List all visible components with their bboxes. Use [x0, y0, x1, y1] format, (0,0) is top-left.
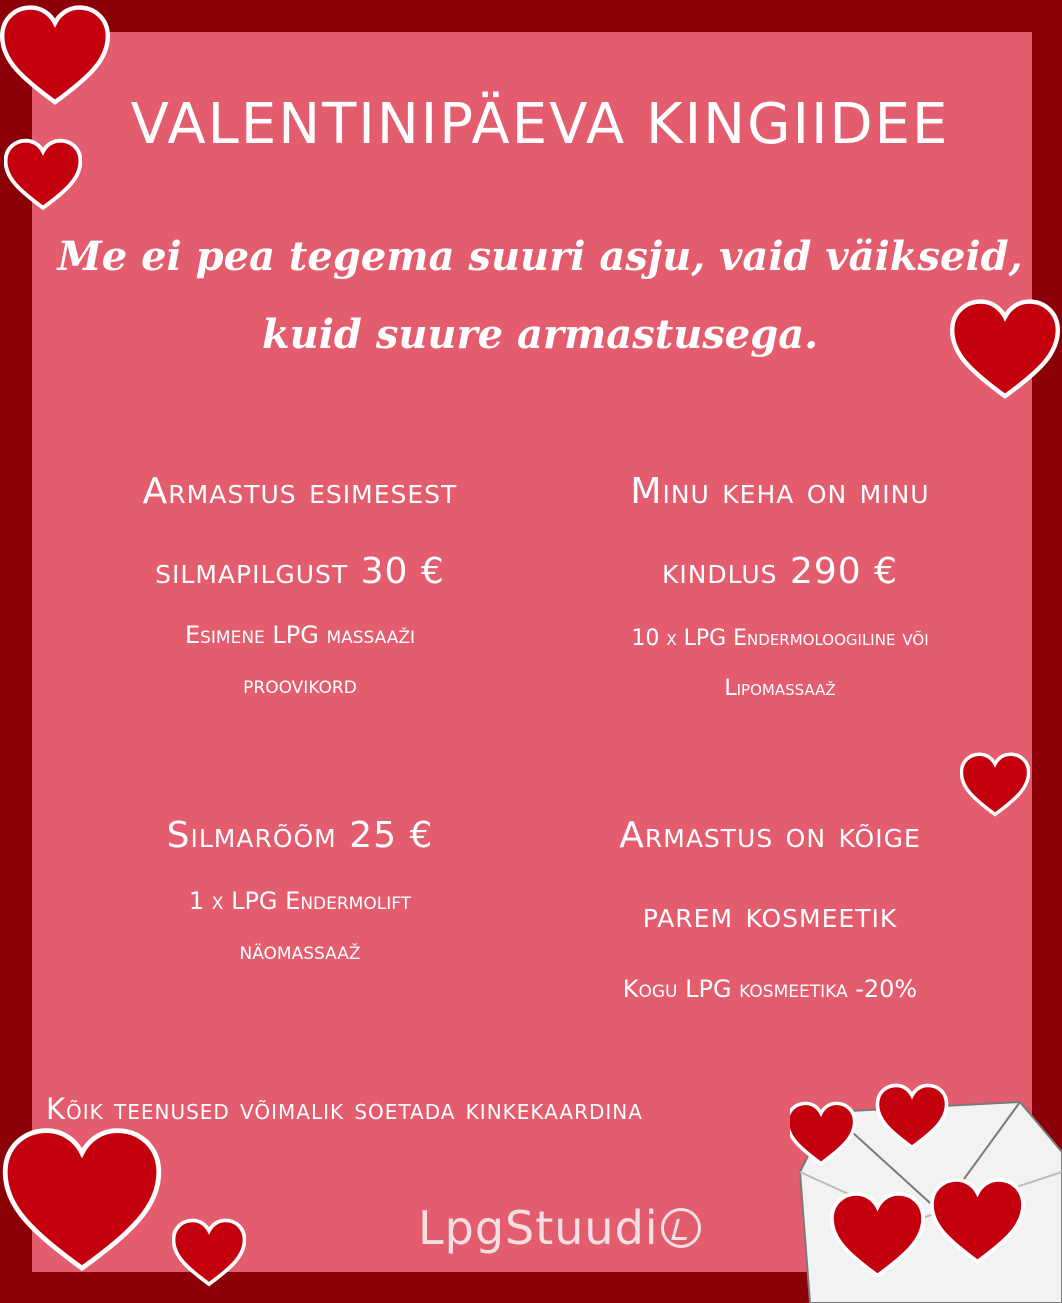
logo-text: LpgStuudi	[418, 1201, 659, 1255]
heart-icon-bottom-left-large	[2, 1126, 162, 1276]
offer-1-heading-line-1: Armastus esimesest	[142, 471, 458, 512]
offer-2-heading-line-2: kindlus 290 €	[661, 551, 899, 592]
offer-3-desc-line-2: näomassaaž	[239, 937, 361, 965]
page-title: VALENTINIPÄEVA KINGIIDEE	[130, 92, 950, 157]
subtitle-line-1: Me ei pea tegema suuri asju, vaid väikseid,	[57, 233, 1023, 280]
offer-3-heading-line-1: Silmarõõm 25 €	[166, 815, 434, 856]
offer-4-heading	[560, 796, 980, 956]
logo-shoe-icon	[661, 1208, 701, 1248]
heart-icon-bottom-left-small	[172, 1218, 246, 1288]
footer-note: Kõik teenused võimalik soetada kinkekaardina	[46, 1092, 643, 1126]
offer-1-desc-line-1: Esimene LPG massaaži	[184, 621, 416, 649]
offer-1-desc-line-2: proovikord	[243, 671, 357, 699]
offer-2-desc-line-2: Lipomassaaž	[724, 676, 836, 701]
offer-3-heading	[90, 796, 510, 876]
offer-4-desc-line-1: Kogu LPG kosmeetika -20%	[622, 975, 918, 1003]
offer-1-description	[120, 610, 480, 710]
subtitle	[40, 218, 1040, 374]
brand-logo	[418, 1196, 701, 1260]
offer-1-heading-line-2: silmapilgust 30 €	[155, 551, 445, 592]
offer-3-desc-line-1: 1 x LPG Endermolift	[188, 887, 412, 915]
offer-4-description	[560, 964, 980, 1014]
offer-2-heading	[570, 452, 990, 612]
offer-1-heading	[90, 452, 510, 612]
offer-2-heading-line-1: Minu keha on minu	[630, 471, 930, 512]
subtitle-line-2: kuid suure armastusega.	[261, 311, 819, 358]
offer-3-description	[120, 876, 480, 976]
offer-2-desc-line-1: 10 x LPG Endermoloogiline või	[631, 626, 929, 651]
offer-4-heading-line-2: parem kosmeetik	[642, 895, 898, 936]
offer-4-heading-line-1: Armastus on kõige	[619, 815, 921, 856]
offer-2-description	[570, 614, 990, 714]
envelope-icon	[790, 1082, 1062, 1303]
